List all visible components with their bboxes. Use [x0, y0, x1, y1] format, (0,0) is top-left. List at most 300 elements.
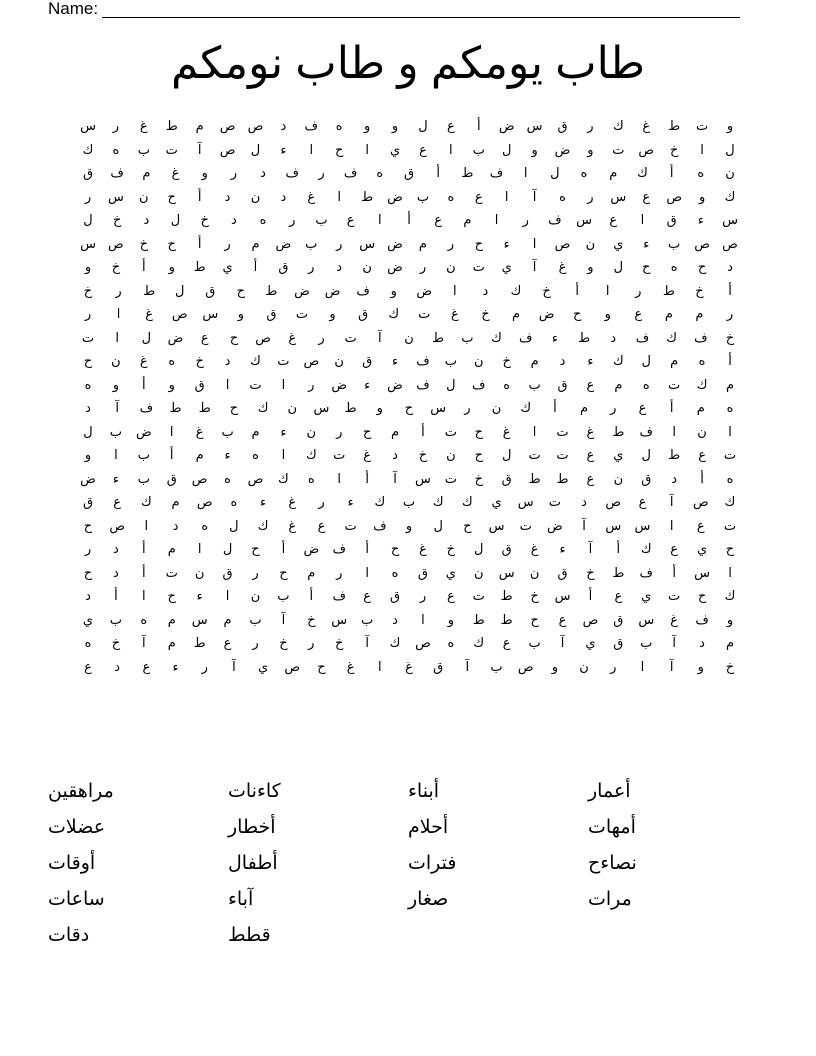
grid-letter: ع	[638, 494, 647, 509]
grid-letter: ع	[346, 212, 355, 227]
grid-letter: ب	[461, 329, 474, 345]
grid-letter: و	[168, 259, 175, 274]
grid-letter: آ	[197, 141, 202, 157]
grid-letter: خ	[669, 141, 679, 157]
grid-letter: ك	[640, 541, 652, 556]
grid-letter: ض	[547, 517, 563, 533]
grid-letter: س	[331, 611, 348, 627]
grid-letter: غ	[419, 541, 427, 556]
word-bank-item: أمهات	[588, 817, 636, 838]
grid-letter: ء	[224, 447, 231, 462]
grid-letter: ا	[337, 188, 342, 204]
name-field-row	[48, 0, 740, 18]
grid-letter: م	[696, 400, 705, 415]
grid-letter: ص	[303, 353, 320, 368]
grid-letter: و	[84, 447, 92, 462]
grid-letter: ص	[196, 494, 213, 509]
grid-letter: ع	[419, 141, 427, 157]
grid-letter: ن	[306, 423, 317, 439]
grid-letter: أ	[476, 118, 481, 133]
grid-row	[78, 255, 740, 279]
grid-letter: ا	[144, 517, 149, 533]
grid-letter: ح	[167, 188, 176, 204]
grid-letter: ف	[416, 376, 430, 392]
grid-letter: خ	[112, 212, 122, 227]
grid-letter: ل	[501, 141, 512, 157]
grid-letter: ت	[418, 306, 431, 321]
grid-letter: س	[610, 188, 627, 204]
grid-letter: س	[722, 212, 738, 227]
grid-letter: ر	[289, 212, 296, 227]
grid-letter: د	[482, 282, 489, 298]
grid-letter: ه	[670, 259, 678, 274]
grid-letter: ا	[504, 188, 509, 204]
grid-letter: س	[80, 235, 96, 251]
grid-letter: د	[143, 212, 150, 227]
grid-letter: خ	[446, 541, 456, 556]
grid-letter: ا	[114, 447, 118, 462]
word-bank-item: عضلات	[48, 817, 106, 838]
grid-letter: م	[167, 541, 176, 556]
grid-letter: خ	[139, 235, 149, 251]
grid-letter: ض	[387, 259, 403, 274]
grid-letter: ع	[434, 212, 443, 227]
grid-row	[78, 467, 740, 491]
grid-row	[78, 631, 740, 655]
grid-letter: غ	[670, 611, 679, 627]
grid-letter: ن	[697, 423, 707, 439]
grid-letter: س	[430, 400, 447, 415]
grid-letter: آ	[281, 611, 286, 627]
grid-row	[78, 279, 740, 303]
grid-letter: خ	[195, 353, 204, 368]
grid-letter: ص	[219, 118, 236, 133]
grid-letter: س	[554, 588, 571, 603]
grid-letter: ن	[446, 447, 456, 462]
grid-letter: آ	[365, 635, 369, 650]
grid-letter: ت	[444, 470, 457, 486]
word-bank-item: أحلام	[408, 817, 449, 838]
grid-letter: ن	[334, 353, 344, 368]
grid-letter: ك	[724, 494, 736, 509]
grid-letter: ي	[445, 564, 456, 580]
grid-letter: ر	[587, 118, 594, 133]
grid-letter: ك	[473, 635, 485, 650]
grid-letter: ه	[726, 400, 734, 415]
grid-letter: ك	[141, 494, 152, 509]
grid-row	[78, 349, 740, 373]
grid-letter: غ	[145, 306, 154, 321]
grid-letter: خ	[695, 282, 704, 298]
grid-letter: ط	[193, 259, 206, 274]
grid-letter: ا	[449, 141, 453, 157]
grid-letter: ق	[557, 564, 568, 580]
grid-letter: ص	[171, 306, 188, 321]
grid-letter: ض	[387, 376, 403, 392]
grid-letter: آ	[232, 658, 236, 674]
grid-letter: ر	[318, 165, 325, 180]
grid-letter: ر	[201, 658, 208, 674]
grid-letter: ه	[447, 188, 455, 204]
grid-letter: ي	[222, 259, 233, 274]
grid-letter: س	[415, 470, 431, 486]
grid-letter: ت	[249, 376, 262, 392]
grid-letter: ح	[474, 423, 483, 439]
grid-letter: و	[551, 658, 559, 674]
grid-letter: ا	[640, 212, 645, 227]
grid-letter: ك	[724, 188, 736, 204]
grid-letter: س	[498, 564, 515, 580]
grid-letter: ر	[84, 306, 92, 321]
grid-letter: ل	[170, 212, 181, 227]
grid-letter: خ	[474, 470, 483, 486]
grid-letter: خ	[502, 353, 511, 368]
grid-letter: خ	[279, 635, 288, 650]
grid-letter: ل	[83, 423, 93, 439]
grid-letter: ا	[421, 611, 425, 627]
grid-letter: ع	[586, 447, 595, 462]
grid-letter: ل	[641, 447, 651, 462]
grid-letter: م	[670, 353, 679, 368]
grid-letter: ل	[229, 517, 239, 533]
grid-letter: ح	[229, 329, 239, 345]
grid-letter: ه	[447, 635, 455, 650]
name-blank-line	[102, 3, 740, 18]
grid-letter: ه	[84, 635, 92, 650]
grid-letter: ط	[143, 282, 156, 298]
grid-letter: ف	[472, 376, 486, 392]
grid-letter: آ	[582, 517, 586, 533]
grid-letter: و	[363, 118, 371, 133]
grid-letter: أ	[553, 400, 557, 415]
grid-letter: ط	[461, 165, 474, 180]
grid-letter: د	[172, 517, 179, 533]
word-search-grid	[78, 114, 740, 678]
grid-letter: خ	[111, 259, 121, 274]
grid-letter: ف	[635, 329, 650, 345]
grid-letter: آ	[669, 658, 674, 674]
grid-letter: ع	[586, 470, 595, 486]
grid-letter: ط	[528, 470, 541, 486]
grid-letter: أ	[407, 212, 411, 227]
grid-letter: ه	[726, 470, 734, 486]
grid-letter: ن	[585, 235, 596, 251]
grid-letter: س	[517, 494, 534, 509]
grid-letter: آ	[465, 658, 470, 674]
grid-letter: ء	[587, 353, 594, 368]
grid-letter: و	[405, 517, 413, 533]
word-bank-item: كاءنات	[228, 781, 281, 802]
grid-letter: ف	[139, 400, 154, 415]
grid-letter: ر	[336, 564, 343, 580]
grid-letter: د	[260, 165, 266, 180]
grid-letter: ك	[305, 447, 317, 462]
grid-letter: ك	[612, 118, 624, 133]
grid-letter: س	[634, 517, 651, 533]
grid-letter: أ	[588, 588, 593, 603]
grid-letter: د	[671, 470, 678, 486]
grid-letter: ا	[640, 658, 645, 674]
grid-letter: د	[113, 564, 119, 580]
grid-letter: م	[171, 494, 180, 509]
grid-letter: أ	[672, 564, 676, 580]
grid-row	[78, 161, 740, 185]
grid-letter: ص	[554, 235, 571, 251]
grid-letter: غ	[171, 165, 180, 180]
grid-letter: ا	[309, 141, 314, 157]
grid-letter: ض	[538, 306, 555, 321]
grid-row	[78, 514, 740, 538]
grid-letter: ا	[605, 282, 610, 298]
grid-letter: ص	[517, 658, 534, 674]
grid-letter: ع	[502, 635, 511, 650]
grid-letter: ا	[115, 329, 119, 345]
grid-letter: ل	[613, 259, 624, 274]
grid-letter: و	[391, 118, 399, 133]
grid-letter: ه	[391, 564, 399, 580]
grid-letter: ك	[491, 329, 502, 345]
grid-letter: ف	[332, 541, 346, 556]
grid-row	[78, 655, 740, 679]
grid-letter: خ	[200, 212, 209, 227]
grid-letter: ب	[402, 494, 416, 509]
grid-letter: ع	[696, 517, 705, 533]
word-bank-item: دقات	[48, 925, 90, 946]
grid-letter: ر	[635, 282, 642, 298]
grid-letter: آ	[142, 635, 146, 650]
grid-letter: م	[725, 376, 735, 392]
grid-letter: ح	[167, 588, 176, 603]
grid-letter: ي	[641, 588, 652, 603]
page-title: طاب يومكم و طاب نومكم	[170, 39, 646, 88]
grid-letter: ب	[472, 141, 485, 157]
grid-letter: ص	[255, 329, 271, 345]
word-bank-item: نصاءح	[588, 853, 637, 874]
grid-letter: ق	[557, 118, 568, 133]
grid-letter: ض	[554, 141, 571, 157]
grid-letter: د	[559, 353, 566, 368]
grid-letter: ت	[444, 423, 457, 439]
grid-letter: ء	[347, 494, 354, 509]
grid-letter: م	[167, 611, 176, 627]
grid-letter: ن	[362, 259, 372, 274]
grid-letter: س	[694, 564, 711, 580]
grid-letter: ك	[257, 517, 269, 533]
grid-letter: ب	[528, 635, 541, 650]
grid-letter: أ	[616, 541, 621, 556]
grid-letter: آ	[588, 541, 593, 556]
grid-letter: ض	[167, 329, 184, 345]
grid-letter: م	[307, 564, 316, 580]
grid-letter: ن	[474, 564, 484, 580]
grid-letter: ن	[446, 259, 456, 274]
grid-letter: ك	[637, 165, 648, 180]
grid-letter: ط	[500, 588, 513, 603]
grid-letter: أ	[197, 235, 202, 251]
grid-letter: ط	[612, 564, 625, 580]
grid-letter: د	[114, 658, 121, 674]
grid-letter: ط	[432, 329, 445, 345]
grid-letter: ت	[165, 564, 178, 580]
grid-letter: ل	[641, 353, 651, 368]
grid-letter: ت	[519, 517, 532, 533]
grid-letter: ت	[333, 447, 346, 462]
grid-letter: ن	[139, 188, 149, 204]
grid-letter: ت	[723, 447, 737, 462]
grid-letter: ن	[579, 658, 589, 674]
grid-letter: ق	[82, 494, 94, 509]
grid-letter: آ	[532, 259, 537, 274]
word-bank-item: صغار	[408, 889, 449, 910]
grid-letter: ك	[612, 353, 624, 368]
grid-letter: خ	[530, 588, 539, 603]
grid-letter: ع	[363, 588, 371, 603]
grid-letter: ل	[83, 212, 93, 227]
grid-row	[78, 537, 740, 561]
word-bank-item: أبناء	[408, 781, 440, 802]
grid-letter: د	[392, 447, 398, 462]
grid-letter: و	[376, 400, 383, 415]
grid-letter: ف	[694, 329, 708, 345]
grid-letter: م	[664, 306, 673, 321]
grid-letter: غ	[586, 423, 595, 439]
grid-letter: و	[726, 118, 734, 133]
grid-letter: أ	[114, 588, 118, 603]
grid-letter: ل	[433, 517, 443, 533]
grid-letter: ض	[498, 118, 515, 133]
grid-row	[78, 232, 740, 256]
grid-letter: غ	[502, 423, 511, 439]
grid-letter: و	[587, 259, 594, 274]
grid-letter: أ	[197, 188, 202, 204]
grid-letter: ب	[528, 376, 541, 392]
grid-letter: ق	[417, 564, 428, 580]
grid-letter: ا	[378, 212, 382, 227]
grid-letter: ه	[259, 212, 267, 227]
grid-letter: م	[142, 165, 151, 180]
grid-letter: ص	[284, 658, 301, 674]
grid-letter: ط	[556, 470, 569, 486]
grid-letter: ر	[308, 259, 315, 274]
grid-letter: و	[168, 376, 175, 392]
grid-letter: ب	[249, 611, 262, 627]
grid-letter: ح	[83, 353, 93, 368]
grid-letter: ه	[376, 165, 384, 180]
grid-letter: ل	[550, 165, 560, 180]
grid-letter: ك	[82, 141, 94, 157]
grid-letter: أ	[728, 353, 732, 368]
grid-letter: ي	[696, 541, 708, 556]
grid-letter: ا	[494, 212, 499, 227]
grid-letter: ص	[605, 494, 622, 509]
grid-letter: ت	[344, 329, 357, 345]
grid-letter: ق	[641, 470, 652, 486]
grid-letter: خ	[725, 329, 735, 345]
grid-letter: ه	[112, 141, 120, 157]
grid-row	[78, 302, 740, 326]
grid-letter: ي	[389, 141, 401, 157]
grid-letter: ف	[373, 517, 387, 533]
grid-letter: ر	[224, 235, 231, 251]
grid-letter: ق	[557, 376, 568, 392]
grid-letter: و	[698, 188, 706, 204]
grid-letter: أ	[365, 541, 369, 556]
grid-letter: و	[390, 282, 397, 298]
grid-letter: ر	[230, 165, 238, 180]
grid-row	[78, 373, 740, 397]
grid-letter: أ	[421, 423, 425, 439]
grid-letter: غ	[642, 118, 651, 133]
grid-letter: د	[610, 329, 617, 345]
grid-letter: د	[699, 635, 705, 650]
grid-letter: ب	[640, 635, 653, 650]
grid-letter: ه	[252, 447, 259, 462]
grid-letter: ا	[669, 517, 674, 533]
grid-letter: ص	[247, 118, 264, 133]
grid-letter: ل	[222, 541, 233, 556]
grid-letter: ح	[642, 259, 651, 274]
grid-letter: ء	[260, 494, 267, 509]
grid-letter: أ	[728, 282, 732, 298]
grid-letter: أ	[142, 564, 146, 580]
grid-letter: ع	[698, 447, 706, 462]
grid-letter: ه	[230, 494, 238, 509]
grid-letter: ض	[294, 282, 310, 298]
word-bank-item: أخطار	[228, 817, 276, 838]
grid-letter: ت	[556, 423, 569, 439]
grid-letter: غ	[363, 447, 371, 462]
grid-letter: س	[576, 212, 593, 227]
word-bank-item: أوقات	[48, 853, 96, 874]
grid-letter: ح	[251, 541, 260, 556]
grid-letter: ر	[112, 118, 120, 133]
grid-letter: ه	[698, 353, 706, 368]
word-bank-item: أعمار	[588, 781, 631, 802]
grid-letter: ع	[586, 376, 595, 392]
grid-letter: ن	[194, 564, 205, 580]
grid-row	[78, 561, 740, 585]
grid-letter: ن	[250, 188, 261, 204]
grid-letter: ل	[446, 376, 456, 392]
grid-letter: ع	[642, 188, 651, 204]
grid-letter: ب	[416, 188, 430, 204]
grid-letter: ح	[697, 588, 707, 603]
grid-letter: ق	[205, 282, 216, 298]
grid-letter: د	[581, 494, 587, 509]
grid-letter: ر	[419, 588, 427, 603]
grid-letter: م	[195, 118, 204, 133]
grid-letter: ط	[344, 400, 357, 415]
grid-letter: ه	[140, 611, 148, 627]
grid-letter: س	[313, 400, 330, 415]
grid-letter: ب	[305, 235, 318, 251]
grid-letter: ب	[361, 611, 374, 627]
grid-letter: س	[605, 517, 622, 533]
grid-letter: ر	[252, 564, 259, 580]
grid-letter: ح	[404, 400, 414, 415]
grid-letter: خ	[83, 282, 93, 298]
grid-letter: ع	[474, 188, 483, 204]
grid-letter: آ	[115, 400, 119, 415]
word-bank-item: ساعات	[48, 889, 105, 910]
grid-letter: ء	[551, 329, 558, 345]
grid-letter: ط	[472, 611, 485, 627]
grid-letter: ف	[110, 165, 124, 180]
grid-letter: ض	[331, 376, 348, 392]
grid-letter: د	[392, 611, 398, 627]
grid-letter: ف	[416, 353, 430, 368]
grid-row	[78, 326, 740, 350]
